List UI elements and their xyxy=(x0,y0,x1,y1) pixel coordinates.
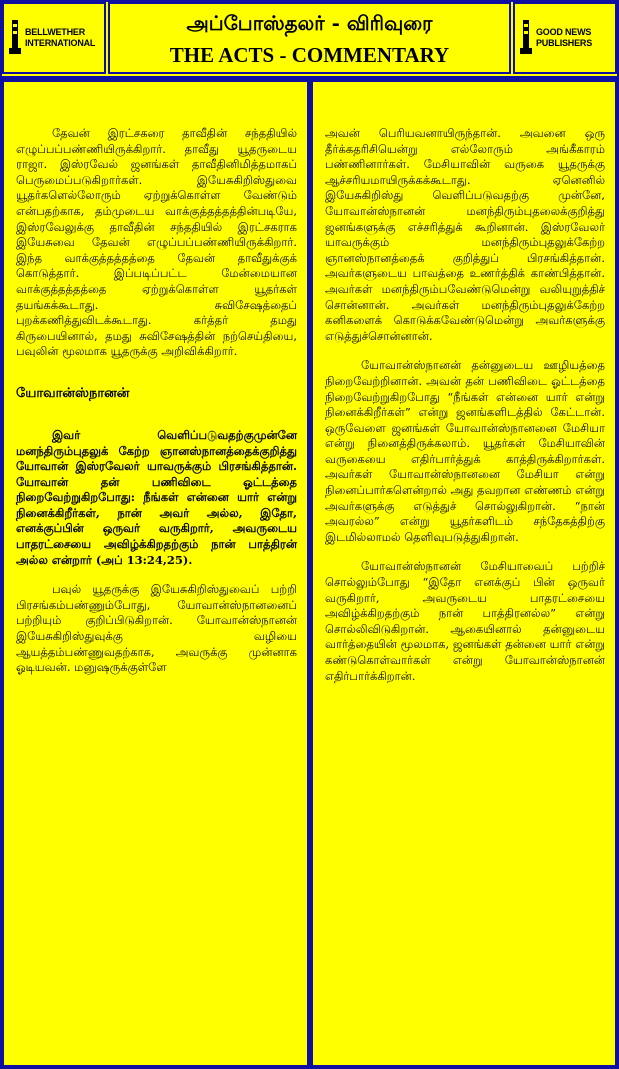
bellwether-icon xyxy=(8,18,22,58)
scripture-quote: இவர் வெளிப்படுவதற்குமுன்னே மனந்திரும்புதலுக் கேற்ற ஞானஸ்நானத்தைக்குறித்து யோவான் இஸ்ரவேலர் யாவருக்கும் பிரசங்கித்தான். யோவான் தன் பணிவிடை ஓட்டத்தை நிறைவேற்றுகிறபோது: நீங்கள் என்னை யார் என்று நினைக்கிறீர்கள், நான் அவர் அல்ல, இதோ, எனக்குப்பின் ஒருவர் வருகிறார், அவருடைய பாதரட்சையை அவிழ்க்கிறதற்கும் நான் பாத்திரன் அல்ல என்றார் (அப் 13:24,25). xyxy=(16,427,297,567)
left-paragraph-1: தேவன் இரட்சகரை தாவீதின் சந்ததியில் எழுப்பப்பண்ணியிருக்கிறார். தாவீது யூதருடைய ராஜா. இஸ்ரவேல் ஜனங்கள் தாவீதினிமித்தமாகப் பெருமைப்படுகிறார்கள். இயேசுகிறிஸ்துவை யூதர்களெல்லோரும் ஏற்றுக்கொள்ள வேண்டும் என்பதற்காக, தம்முடைய வாக்குத்தத்தத்தின்படியே, இஸ்ரவேலுக்கு தாவீதின் சந்ததியில் இரட்சகராக இயேசுவை தேவன் எழுப்பப்பண்ணியிருக்கிறார். இந்த வாக்குத்தத்தத்தை தேவன் தாவீதுக்குக் கொடுத்தார். இப்படிப்பட்ட மேன்மையான வாக்குத்தத்தத்தை ஏற்றுக்கொள்ள யூதர்கள் தயங்கக்கூடாது. சுவிசேஷத்தைப் புறக்கணித்துவிடக்கூடாது. கர்த்தர் தமது கிருபையினால், தமது சுவிசேஷத்தின் நற்செய்தியை, பவுலின் மூலமாக யூதருக்கு அறிவிக்கிறார். xyxy=(16,126,297,359)
right-paragraph-2: யோவான்ஸ்நானன் தன்னுடைய ஊழியத்தை நிறைவேற்றினான். அவன் தன் பணிவிடை ஓட்டத்தை நிறைவேற்றுகிறபோது “நீங்கள் என்னை யார் என்று நினைக்கிறீர்கள்” என்று ஜனங்களிடத்தில் கேட்டான். ஒருவேளை ஜனங்கள் யோவான்ஸ்நானனை மேசியா என்று நினைத்திருக்கலாம். யூதர்கள் மேசியாவின் வருகையை எதிர்பார்த்துக் காத்திருக்கிறார்கள். அவர்கள் யோவான்ஸ்நானனை மேசியா என்று நினைப்பார்களென்றால் அது தவறான எண்ணம் என்று அவர்களுக்கு எடுத்துச் சொல்லுகிறான். “நான் அவரல்ல” என்று யூதர்களிடம் சந்தேகத்திற்கு இடமில்லாமல் தெளிவுபடுத்துகிறான். xyxy=(325,358,605,544)
left-paragraph-2: பவுல் யூதருக்கு இயேசுகிறிஸ்துவைப் பற்றி பிரசங்கம்பண்ணும்போது, யோவான்ஸ்நானனைப் பற்றியும் குறிப்பிடுகிறான். யோவான்ஸ்நானன் இயேசுகிறிஸ்துவுக்கு வழியை ஆயத்தம்பண்ணுவதற்காக, அவருக்கு முன்னாக ஓடியவன். மனுஷருக்குள்ளே xyxy=(16,582,297,675)
bellwether-line2: INTERNATIONAL xyxy=(25,38,96,48)
bellwether-line1: BELLWETHER xyxy=(25,27,85,37)
right-column xyxy=(311,80,617,1067)
right-paragraph-1: அவன் பெரியவனாயிருந்தான். அவனை ஒரு தீர்க்கதரிசியென்று எல்லோரும் அங்கீகாரம் பண்ணினார்கள். மேசியாவின் வருகை யூதருக்கு ஆச்சரியமாயிருக்கக்கூடாது. ஏனெனில் இயேசுகிறிஸ்து வெளிப்படுவதற்கு முன்னே, யோவான்ஸ்நானன் மனந்திரும்புதலைக்குறித்து ஜனங்களுக்கு எச்சரித்துக் கூறினான். இஸ்ரவேலர் யாவருக்கும் மனந்திரும்புதலுக்கேற்ற ஞானஸ்நானத்தைக் குறித்துப் பிரசங்கித்தான். அவர்களுடைய பாவத்தை உணர்த்திக் காண்பித்தான். அவர்கள் மனந்திரும்பவேண்டுமென்று வலியுறுத்திச் சொன்னான். அவர்கள் மனந்திரும்புதலுக்கேற்ற கனிகளைக் கொடுக்கவேண்டுமென்று அவர்களுக்கு எடுத்துச்சொன்னான். xyxy=(325,126,605,343)
bellwether-logo xyxy=(2,2,106,74)
section-heading: யோவான்ஸ்நானன் xyxy=(16,385,130,401)
good-news-line2: PUBLISHERS xyxy=(536,38,593,48)
page-title-english: THE ACTS - COMMENTARY xyxy=(169,43,450,67)
page-header xyxy=(0,0,619,78)
page-title-tamil: அப்போஸ்தலர் - விரிவுரை xyxy=(186,11,433,35)
good-news-line1: GOOD NEWS xyxy=(536,27,592,37)
good-news-logo xyxy=(513,2,617,74)
left-column xyxy=(2,80,309,1067)
right-paragraph-3: யோவான்ஸ்நானன் மேசியாவைப் பற்றிச் சொல்லும்போது “இதோ எனக்குப் பின் ஒருவர் வருகிறார், அவருடைய பாதரட்சையை அவிழ்க்கிறதற்கும் நான் பாத்திரனல்ல” என்று சொல்லிவிடுகிறான். ஆகையினால் தன்னுடைய வார்த்தையின் மூலமாக, ஜனங்கள் தன்னை யார் என்று கண்டுகொள்வார்கள் என்று யோவான்ஸ்நானன் எதிர்பார்க்கிறான். xyxy=(325,559,605,683)
title-box xyxy=(108,2,511,74)
good-news-icon xyxy=(519,18,533,58)
